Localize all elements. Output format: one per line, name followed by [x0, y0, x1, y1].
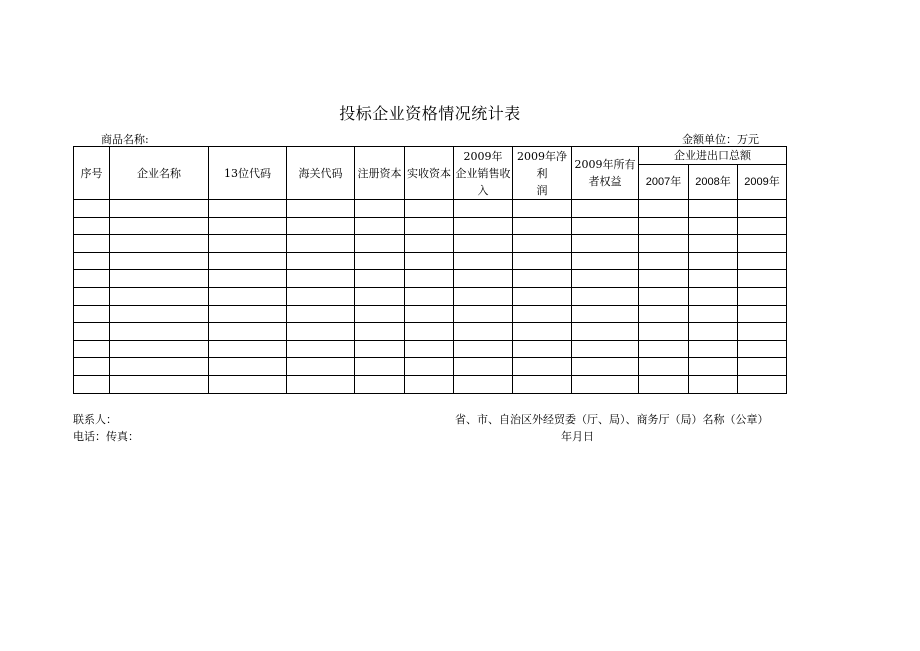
table-cell: [110, 235, 209, 253]
table-cell: [639, 305, 689, 323]
table-cell: [355, 287, 405, 305]
table-cell: [454, 200, 513, 218]
table-cell: [209, 217, 287, 235]
sales-header-line3: 入: [477, 183, 489, 197]
table-cell: [405, 252, 454, 270]
table-cell: [689, 287, 738, 305]
table-cell: [74, 323, 110, 341]
table-cell: [287, 305, 355, 323]
table-cell: [639, 217, 689, 235]
table-cell: [689, 235, 738, 253]
table-cell: [287, 340, 355, 358]
table-row: [74, 287, 787, 305]
table-cell: [287, 200, 355, 218]
table-cell: [572, 305, 639, 323]
profit-header-line1: 2009年净利: [517, 149, 567, 180]
table-cell: [639, 235, 689, 253]
table-cell: [513, 235, 572, 253]
table-cell: [74, 287, 110, 305]
phone-fax-label: 电话：传真：: [73, 430, 139, 443]
table-cell: [639, 270, 689, 288]
table-cell: [454, 323, 513, 341]
col-2008-header: 2008年: [689, 165, 738, 200]
table-cell: [513, 340, 572, 358]
table-cell: [209, 287, 287, 305]
table-cell: [405, 340, 454, 358]
table-cell: [110, 217, 209, 235]
table-cell: [355, 305, 405, 323]
table-cell: [689, 375, 738, 393]
org-name-seal-label: 省、市、自治区外经贸委（厅、局）、商务厅（局）名称（公章）: [455, 413, 769, 426]
table-cell: [405, 358, 454, 376]
table-cell: [572, 287, 639, 305]
col-equity-header: [572, 147, 639, 200]
sales-header-line2: 企业销售收: [455, 166, 511, 180]
table-cell: [738, 375, 787, 393]
table-cell: [110, 270, 209, 288]
table-cell: [738, 358, 787, 376]
table-cell: [355, 358, 405, 376]
table-cell: [454, 217, 513, 235]
table-cell: [209, 358, 287, 376]
table-row: [74, 235, 787, 253]
table-cell: [74, 217, 110, 235]
table-cell: [405, 375, 454, 393]
table-cell: [572, 200, 639, 218]
table-cell: [355, 252, 405, 270]
table-cell: [355, 270, 405, 288]
table-row: [74, 252, 787, 270]
table-cell: [513, 252, 572, 270]
table-cell: [209, 235, 287, 253]
table-cell: [572, 217, 639, 235]
table-cell: [738, 252, 787, 270]
table-cell: [287, 375, 355, 393]
table-cell: [287, 217, 355, 235]
table-cell: [209, 200, 287, 218]
table-cell: [454, 270, 513, 288]
table-cell: [287, 270, 355, 288]
table-cell: [689, 358, 738, 376]
table-cell: [689, 340, 738, 358]
table-cell: [287, 287, 355, 305]
table-cell: [287, 358, 355, 376]
table-cell: [355, 375, 405, 393]
table-row: [74, 217, 787, 235]
table-cell: [287, 235, 355, 253]
table-cell: [74, 200, 110, 218]
table-cell: [74, 235, 110, 253]
table-cell: [513, 375, 572, 393]
table-cell: [513, 270, 572, 288]
table-cell: [405, 200, 454, 218]
table-cell: [405, 323, 454, 341]
table-cell: [738, 217, 787, 235]
table-row: [74, 200, 787, 218]
table-row: [74, 323, 787, 341]
table-cell: [689, 270, 738, 288]
table-cell: [74, 270, 110, 288]
table-cell: [454, 305, 513, 323]
table-cell: [110, 200, 209, 218]
table-cell: [738, 287, 787, 305]
table-cell: [74, 305, 110, 323]
page-title: 投标企业资格情况统计表: [339, 104, 521, 123]
table-cell: [738, 200, 787, 218]
table-cell: [454, 340, 513, 358]
sales-header-line1: 2009年: [463, 149, 503, 163]
col-customs-code-header: 海关代码: [287, 147, 355, 200]
table-cell: [454, 235, 513, 253]
table-cell: [639, 252, 689, 270]
table-row: [74, 340, 787, 358]
equity-header-line1: 2009年所有: [574, 158, 636, 171]
profit-header-line2: 润: [536, 183, 548, 197]
table-cell: [513, 217, 572, 235]
col-export-total-header: 企业进出口总额: [639, 147, 787, 165]
table-cell: [738, 340, 787, 358]
table-cell: [738, 305, 787, 323]
table-row: [74, 270, 787, 288]
table-cell: [738, 323, 787, 341]
table-cell: [513, 323, 572, 341]
table-cell: [405, 235, 454, 253]
table-cell: [572, 235, 639, 253]
table-cell: [572, 323, 639, 341]
table-cell: [454, 358, 513, 376]
table-cell: [639, 323, 689, 341]
table-cell: [209, 323, 287, 341]
col-2009-header: 2009年: [738, 165, 787, 200]
table-cell: [405, 305, 454, 323]
table-cell: [355, 217, 405, 235]
table-cell: [513, 200, 572, 218]
table-cell: [639, 358, 689, 376]
col-2007-header: 2007年: [639, 165, 689, 200]
table-cell: [209, 270, 287, 288]
table-cell: [287, 252, 355, 270]
table-cell: [572, 270, 639, 288]
table-cell: [209, 375, 287, 393]
table-cell: [110, 340, 209, 358]
table-cell: [405, 287, 454, 305]
col-seq-header: 序号: [74, 147, 110, 200]
col-sales-header: [454, 147, 513, 200]
table-cell: [110, 287, 209, 305]
table-cell: [689, 252, 738, 270]
table-cell: [454, 375, 513, 393]
contact-label: 联系人：: [73, 413, 117, 426]
table-cell: [287, 323, 355, 341]
table-cell: [689, 323, 738, 341]
table-cell: [405, 217, 454, 235]
table-cell: [355, 323, 405, 341]
col-paid-capital-header: 实收资本: [405, 147, 454, 200]
table-cell: [110, 323, 209, 341]
table-cell: [110, 375, 209, 393]
table-cell: [572, 375, 639, 393]
table-cell: [74, 375, 110, 393]
table-cell: [572, 252, 639, 270]
table-cell: [738, 235, 787, 253]
table-cell: [74, 340, 110, 358]
table-cell: [454, 252, 513, 270]
col-company-name-header: 企业名称: [110, 147, 209, 200]
table-cell: [209, 252, 287, 270]
date-label: 年月日: [561, 430, 594, 443]
table-cell: [639, 200, 689, 218]
table-cell: [355, 235, 405, 253]
table-row: [74, 305, 787, 323]
table-cell: [355, 340, 405, 358]
equity-header-line2: 者权益: [588, 175, 622, 188]
table-cell: [689, 305, 738, 323]
qualification-table: [73, 146, 787, 394]
table-cell: [74, 252, 110, 270]
col-profit-header: [513, 147, 572, 200]
table-cell: [110, 358, 209, 376]
table-cell: [738, 270, 787, 288]
table-cell: [689, 200, 738, 218]
table-cell: [110, 252, 209, 270]
table-cell: [74, 358, 110, 376]
table-row: [74, 375, 787, 393]
amount-unit-label: 金额单位：万元: [682, 133, 759, 146]
table-cell: [355, 200, 405, 218]
header-row: [74, 147, 787, 165]
col-registered-capital-header: 注册资本: [355, 147, 405, 200]
table-cell: [689, 217, 738, 235]
table-cell: [405, 270, 454, 288]
table-cell: [110, 305, 209, 323]
table-row: [74, 358, 787, 376]
table-cell: [454, 287, 513, 305]
product-name-label: 商品名称:: [101, 133, 149, 146]
table-cell: [513, 305, 572, 323]
table-cell: [572, 358, 639, 376]
table-cell: [572, 340, 639, 358]
table-cell: [639, 340, 689, 358]
table-cell: [639, 375, 689, 393]
table-cell: [209, 340, 287, 358]
table-cell: [209, 305, 287, 323]
table-cell: [513, 358, 572, 376]
table-cell: [513, 287, 572, 305]
col-code13-header: 13位代码: [209, 147, 287, 200]
table-cell: [639, 287, 689, 305]
